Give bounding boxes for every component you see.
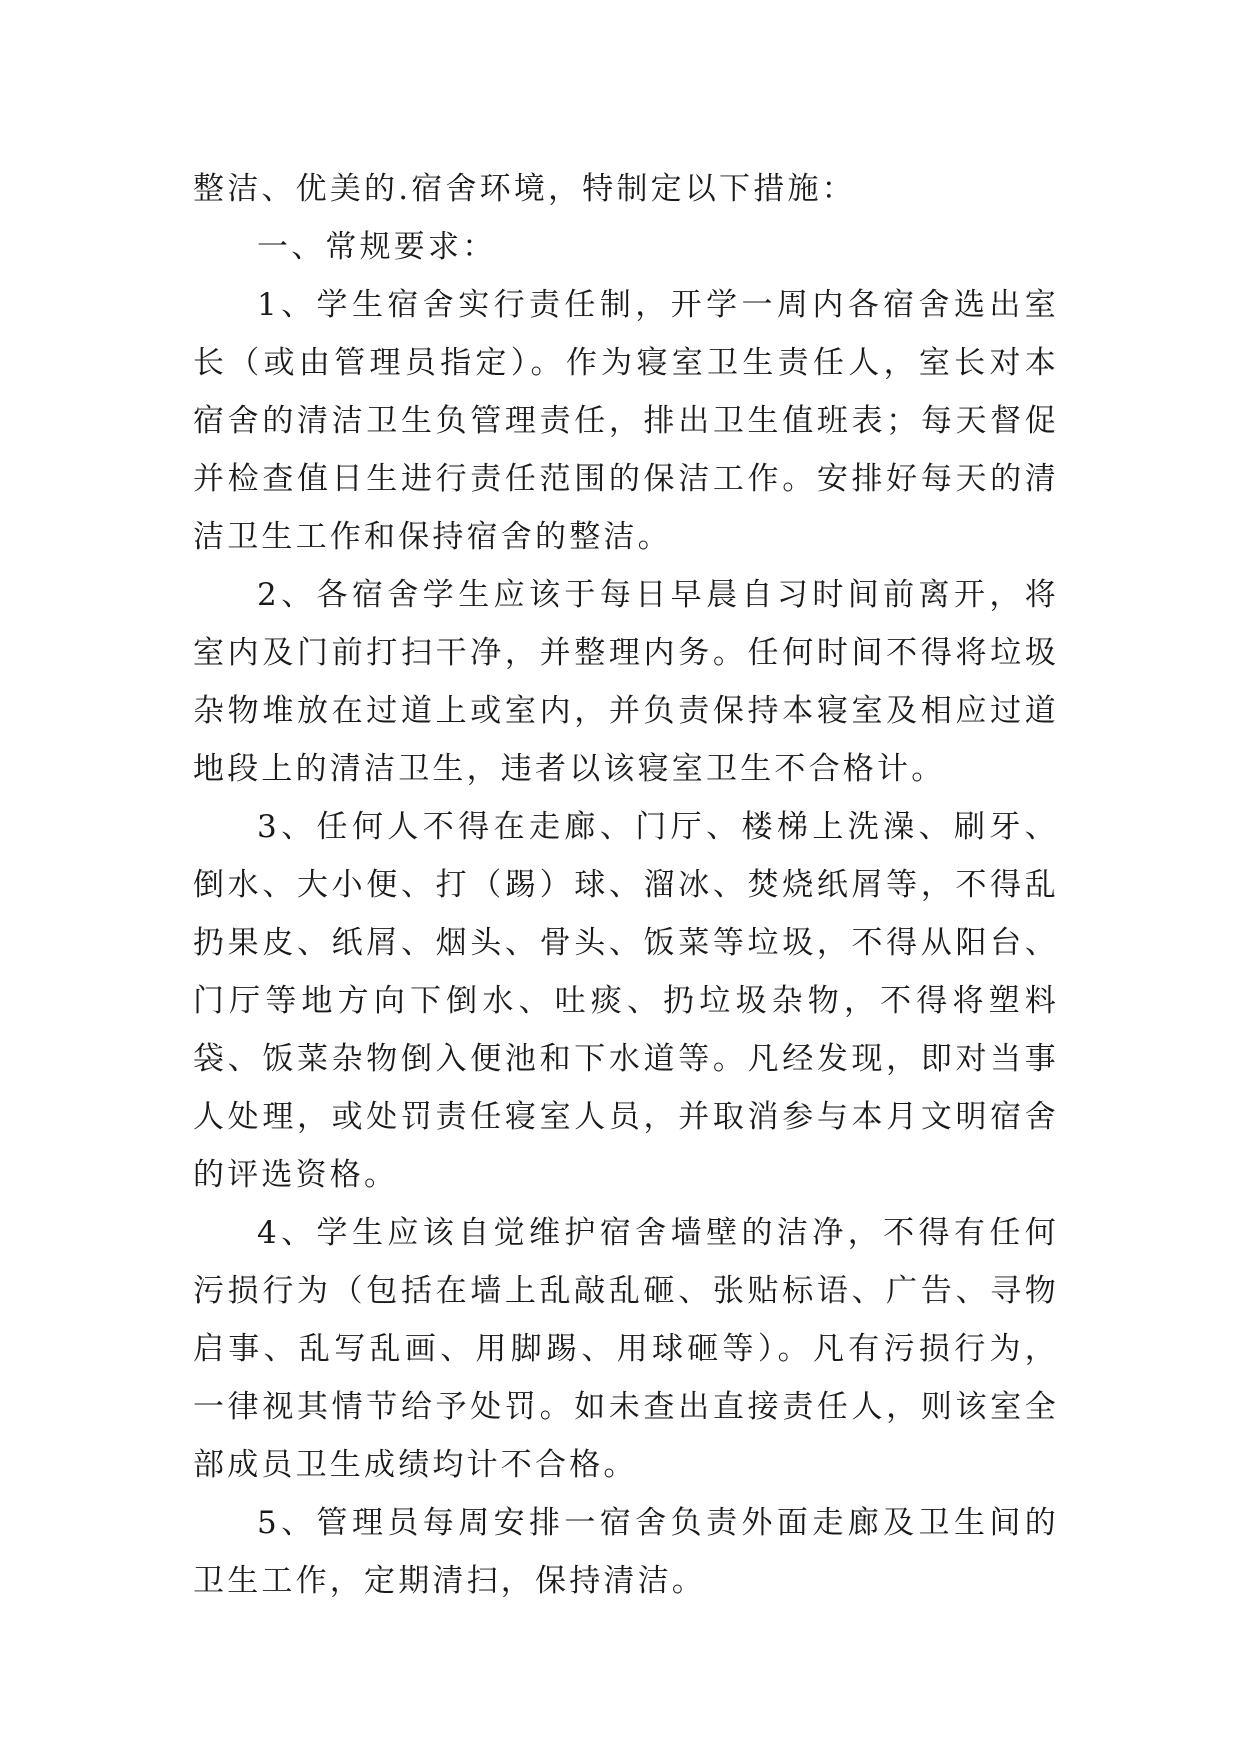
paragraph-intro: 整洁、优美的.宿舍环境，特制定以下措施：	[193, 171, 856, 207]
paragraph-rule-4: 4、学生应该自觉维护宿舍墙壁的洁净，不得有任何污损行为（包括在墙上乱敲乱砸、张贴标语、广告、寻物启事、乱写乱画、用脚踢、用球砸等）。凡有污损行为，一律视其情节给予处罚。如未查出直接责任人，则该室全部成员卫生成绩均计不合格。	[193, 1215, 1059, 1483]
paragraph-rule-1: 1、学生宿舍实行责任制，开学一周内各宿舍选出室长（或由管理员指定）。作为寝室卫生责任人，室长对本宿舍的清洁卫生负管理责任，排出卫生值班表；每天督促并检查值日生进行责任范围的保洁工作。安排好每天的清洁卫生工作和保持宿舍的整洁。	[193, 287, 1059, 555]
paragraph-section-heading: 一、常规要求：	[257, 229, 497, 265]
paragraph-rule-3: 3、任何人不得在走廊、门厅、楼梯上洗澡、刷牙、倒水、大小便、打（踢）球、溜冰、焚烧纸屑等，不得乱扔果皮、纸屑、烟头、骨头、饭菜等垃圾，不得从阳台、门厅等地方向下倒水、吐痰、扔垃圾杂物，不得将塑料袋、饭菜杂物倒入便池和下水道等。凡经发现，即对当事人处理，或处罚责任寝室人员，并取消参与本月文明宿舍的评选资格。	[193, 809, 1059, 1193]
document-body	[193, 160, 1059, 1610]
paragraph-rule-2: 2、各宿舍学生应该于每日早晨自习时间前离开，将室内及门前打扫干净，并整理内务。任何时间不得将垃圾杂物堆放在过道上或室内，并负责保持本寝室及相应过道地段上的清洁卫生，违者以该寝室卫生不合格计。	[193, 577, 1059, 787]
paragraph-rule-5: 5、管理员每周安排一宿舍负责外面走廊及卫生间的卫生工作，定期清扫，保持清洁。	[193, 1505, 1059, 1599]
